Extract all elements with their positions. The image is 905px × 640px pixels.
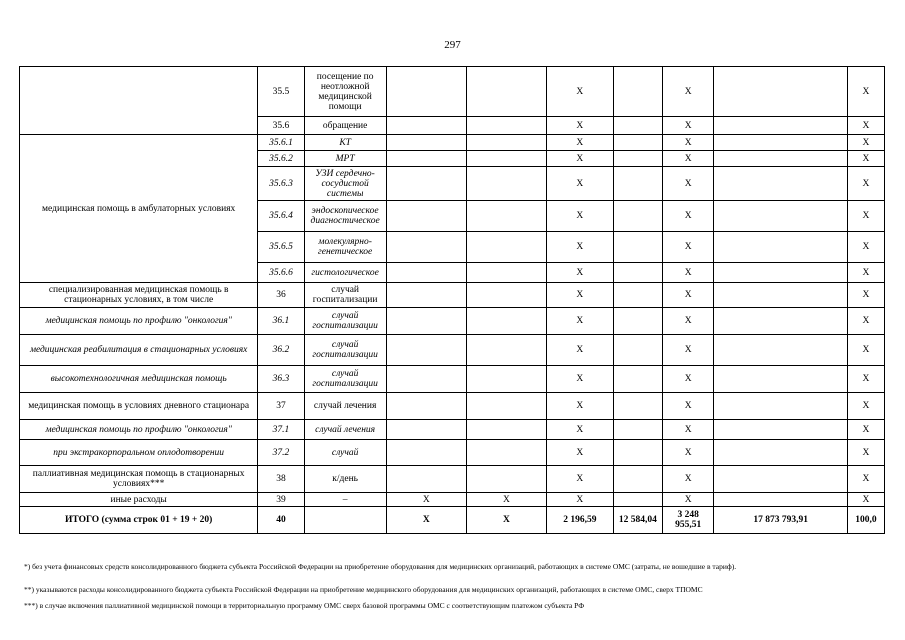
cell-c4 xyxy=(386,393,466,420)
cell-c5: Х xyxy=(466,493,546,507)
cell-c6: Х xyxy=(546,440,613,466)
cell-c5: Х xyxy=(466,507,546,534)
table-row xyxy=(20,440,885,466)
cell-c4 xyxy=(386,167,466,201)
cell-c7 xyxy=(613,366,662,393)
cell-c7 xyxy=(613,151,662,167)
cell-c9 xyxy=(714,232,848,263)
cell-c10: Х xyxy=(847,283,884,308)
cell-c4 xyxy=(386,232,466,263)
cell-c8: Х xyxy=(663,420,714,440)
footnote-2: **) указываются расходы консолидированного бюджета субъекта Российской Федерации на приобретение медицинского оборудования для медицинских организаций, работающих в системе ОМС, сверх ТПОМС xyxy=(24,585,703,594)
cell-c8: 3 248 955,51 xyxy=(663,507,714,534)
cell-c8: Х xyxy=(663,117,714,135)
cell-c6: Х xyxy=(546,393,613,420)
cell-unit: случай лечения xyxy=(304,393,386,420)
cell-c6: Х xyxy=(546,420,613,440)
cell-code: 36.1 xyxy=(258,308,304,335)
cell-c7 xyxy=(613,440,662,466)
cell-c8: Х xyxy=(663,335,714,366)
cell-name: ИТОГО (сумма строк 01 + 19 + 20) xyxy=(20,507,258,534)
cell-c4 xyxy=(386,335,466,366)
table-row xyxy=(20,335,885,366)
cell-c7 xyxy=(613,283,662,308)
cell-c10: Х xyxy=(847,335,884,366)
cell-c5 xyxy=(466,283,546,308)
cell-c8: Х xyxy=(663,135,714,151)
cell-c8: Х xyxy=(663,393,714,420)
section-ambulatory: медицинская помощь в амбулаторных условиях xyxy=(20,135,258,283)
cell-code: 38 xyxy=(258,466,304,493)
cell-c7: 12 584,04 xyxy=(613,507,662,534)
cell-c4 xyxy=(386,263,466,283)
cell-c9 xyxy=(714,308,848,335)
cell-c4 xyxy=(386,466,466,493)
cell-c9 xyxy=(714,201,848,232)
cell-name: иные расходы xyxy=(20,493,258,507)
cell-c8: Х xyxy=(663,263,714,283)
cell-c8: Х xyxy=(663,366,714,393)
cell-c9 xyxy=(714,135,848,151)
cell-c5 xyxy=(466,67,546,117)
cell-unit: эндоскопическое диагностическое xyxy=(304,201,386,232)
cell-name: высокотехнологичная медицинская помощь xyxy=(20,366,258,393)
cell-c9 xyxy=(714,335,848,366)
cell-code: 37.1 xyxy=(258,420,304,440)
cell-c7 xyxy=(613,308,662,335)
footnote-1: *) без учета финансовых средств консолидированного бюджета субъекта Российской Федерации на приобретение оборудования для медицинских организаций, работающих в системе ОМС (затраты, не вошедшие в тариф). xyxy=(24,562,737,571)
cell-c9 xyxy=(714,117,848,135)
cell-c8: Х xyxy=(663,201,714,232)
cell-c6: Х xyxy=(546,366,613,393)
cell-c5 xyxy=(466,135,546,151)
cell-c9 xyxy=(714,393,848,420)
cell-code: 35.6.2 xyxy=(258,151,304,167)
cell-code: 35.5 xyxy=(258,67,304,117)
cell-name: при экстракорпоральном оплодотворении xyxy=(20,440,258,466)
cell-c4 xyxy=(386,135,466,151)
cell-c7 xyxy=(613,263,662,283)
cell-c10: Х xyxy=(847,151,884,167)
cell-c4 xyxy=(386,420,466,440)
table-row xyxy=(20,283,885,308)
cell-code: 36 xyxy=(258,283,304,308)
table-row xyxy=(20,466,885,493)
cell-c7 xyxy=(613,67,662,117)
cell-c6: Х xyxy=(546,167,613,201)
cell-name: паллиативная медицинская помощь в стационарных условиях*** xyxy=(20,466,258,493)
footnote-3: ***) в случае включения паллиативной медицинской помощи в территориальную программу ОМС сверх базовой программы ОМС с соответствующим платежом субъекта РФ xyxy=(24,601,585,610)
table-row xyxy=(20,135,885,151)
cell-c4 xyxy=(386,440,466,466)
cell-c7 xyxy=(613,420,662,440)
cell-name: специализированная медицинская помощь в стационарных условиях, в том числе xyxy=(20,283,258,308)
cell-c10: Х xyxy=(847,466,884,493)
cell-c9 xyxy=(714,440,848,466)
cell-c10: Х xyxy=(847,135,884,151)
table-row xyxy=(20,366,885,393)
cell-c6: Х xyxy=(546,201,613,232)
cell-c6: Х xyxy=(546,135,613,151)
cell-c8: Х xyxy=(663,151,714,167)
cell-unit: МРТ xyxy=(304,151,386,167)
cell-c5 xyxy=(466,420,546,440)
cell-code: 35.6.5 xyxy=(258,232,304,263)
cell-c6: 2 196,59 xyxy=(546,507,613,534)
cell-c6: Х xyxy=(546,283,613,308)
cell-code: 39 xyxy=(258,493,304,507)
cell-c7 xyxy=(613,135,662,151)
cell-c8: Х xyxy=(663,308,714,335)
cell-unit: случай госпитализации xyxy=(304,335,386,366)
cell-c9 xyxy=(714,493,848,507)
cell-c10: Х xyxy=(847,393,884,420)
table-row xyxy=(20,308,885,335)
cell-code: 35.6.6 xyxy=(258,263,304,283)
cell-unit: обращение xyxy=(304,117,386,135)
cell-c5 xyxy=(466,466,546,493)
cell-empty-name xyxy=(20,67,258,135)
cell-unit: УЗИ сердечно-сосудистой системы xyxy=(304,167,386,201)
cell-c4: Х xyxy=(386,507,466,534)
cell-c6: Х xyxy=(546,232,613,263)
cell-unit: случай госпитализации xyxy=(304,366,386,393)
cell-c8: Х xyxy=(663,283,714,308)
cell-c4 xyxy=(386,308,466,335)
cell-c9 xyxy=(714,151,848,167)
cell-unit: посещение по неотложной медицинской помощи xyxy=(304,67,386,117)
cell-c9 xyxy=(714,67,848,117)
cell-c10: Х xyxy=(847,263,884,283)
cell-c6: Х xyxy=(546,308,613,335)
cell-c7 xyxy=(613,393,662,420)
cell-c4: Х xyxy=(386,493,466,507)
cell-c8: Х xyxy=(663,466,714,493)
cell-code: 40 xyxy=(258,507,304,534)
cell-c10: Х xyxy=(847,201,884,232)
cell-c5 xyxy=(466,117,546,135)
cell-code: 37.2 xyxy=(258,440,304,466)
page-number: 297 xyxy=(444,39,461,51)
cell-c7 xyxy=(613,117,662,135)
cell-unit xyxy=(304,507,386,534)
cell-c9 xyxy=(714,283,848,308)
cell-code: 35.6.4 xyxy=(258,201,304,232)
cell-c4 xyxy=(386,151,466,167)
cell-c10: Х xyxy=(847,232,884,263)
table-row xyxy=(20,420,885,440)
cell-c6: Х xyxy=(546,493,613,507)
cell-c9 xyxy=(714,263,848,283)
cell-c4 xyxy=(386,67,466,117)
cell-c5 xyxy=(466,393,546,420)
cell-c10: Х xyxy=(847,117,884,135)
cell-c10: Х xyxy=(847,67,884,117)
cell-code: 35.6.1 xyxy=(258,135,304,151)
cell-c9 xyxy=(714,366,848,393)
cell-unit: случай госпитализации xyxy=(304,308,386,335)
cell-c10: Х xyxy=(847,366,884,393)
cell-c4 xyxy=(386,283,466,308)
cell-name: медицинская реабилитация в стационарных условиях xyxy=(20,335,258,366)
cell-c5 xyxy=(466,335,546,366)
table-row xyxy=(20,67,885,117)
cell-unit: случай лечения xyxy=(304,420,386,440)
cell-unit: – xyxy=(304,493,386,507)
cell-c4 xyxy=(386,366,466,393)
cell-c5 xyxy=(466,308,546,335)
cell-code: 36.3 xyxy=(258,366,304,393)
cell-unit: гистологическое xyxy=(304,263,386,283)
cell-c7 xyxy=(613,201,662,232)
funding-table xyxy=(19,66,885,534)
cell-c9 xyxy=(714,466,848,493)
cell-c6: Х xyxy=(546,263,613,283)
cell-c7 xyxy=(613,232,662,263)
cell-c4 xyxy=(386,201,466,232)
cell-c5 xyxy=(466,201,546,232)
cell-c6: Х xyxy=(546,466,613,493)
cell-c8: Х xyxy=(663,440,714,466)
cell-c5 xyxy=(466,151,546,167)
cell-c10: 100,0 xyxy=(847,507,884,534)
cell-c8: Х xyxy=(663,67,714,117)
cell-c6: Х xyxy=(546,335,613,366)
cell-c6: Х xyxy=(546,117,613,135)
cell-c10: Х xyxy=(847,167,884,201)
cell-code: 35.6 xyxy=(258,117,304,135)
cell-c5 xyxy=(466,440,546,466)
cell-unit: случай xyxy=(304,440,386,466)
cell-c4 xyxy=(386,117,466,135)
cell-c8: Х xyxy=(663,493,714,507)
cell-name: медицинская помощь по профилю "онкология" xyxy=(20,420,258,440)
cell-c8: Х xyxy=(663,232,714,263)
cell-c7 xyxy=(613,466,662,493)
cell-c9 xyxy=(714,167,848,201)
cell-c9 xyxy=(714,420,848,440)
cell-c9: 17 873 793,91 xyxy=(714,507,848,534)
cell-code: 35.6.3 xyxy=(258,167,304,201)
cell-name: медицинская помощь в условиях дневного стационара xyxy=(20,393,258,420)
cell-c5 xyxy=(466,167,546,201)
cell-c7 xyxy=(613,335,662,366)
cell-c6: Х xyxy=(546,67,613,117)
cell-c7 xyxy=(613,493,662,507)
cell-unit: молекулярно-генетическое xyxy=(304,232,386,263)
cell-c6: Х xyxy=(546,151,613,167)
cell-name: медицинская помощь по профилю "онкология" xyxy=(20,308,258,335)
table-row xyxy=(20,507,885,534)
cell-c5 xyxy=(466,366,546,393)
cell-c10: Х xyxy=(847,493,884,507)
cell-unit: к/день xyxy=(304,466,386,493)
cell-unit: случай госпитализации xyxy=(304,283,386,308)
cell-unit: КТ xyxy=(304,135,386,151)
cell-code: 36.2 xyxy=(258,335,304,366)
cell-c5 xyxy=(466,263,546,283)
cell-c5 xyxy=(466,232,546,263)
cell-c7 xyxy=(613,167,662,201)
cell-c10: Х xyxy=(847,440,884,466)
cell-code: 37 xyxy=(258,393,304,420)
cell-c10: Х xyxy=(847,308,884,335)
cell-c10: Х xyxy=(847,420,884,440)
cell-c8: Х xyxy=(663,167,714,201)
table-row xyxy=(20,393,885,420)
table-row xyxy=(20,493,885,507)
